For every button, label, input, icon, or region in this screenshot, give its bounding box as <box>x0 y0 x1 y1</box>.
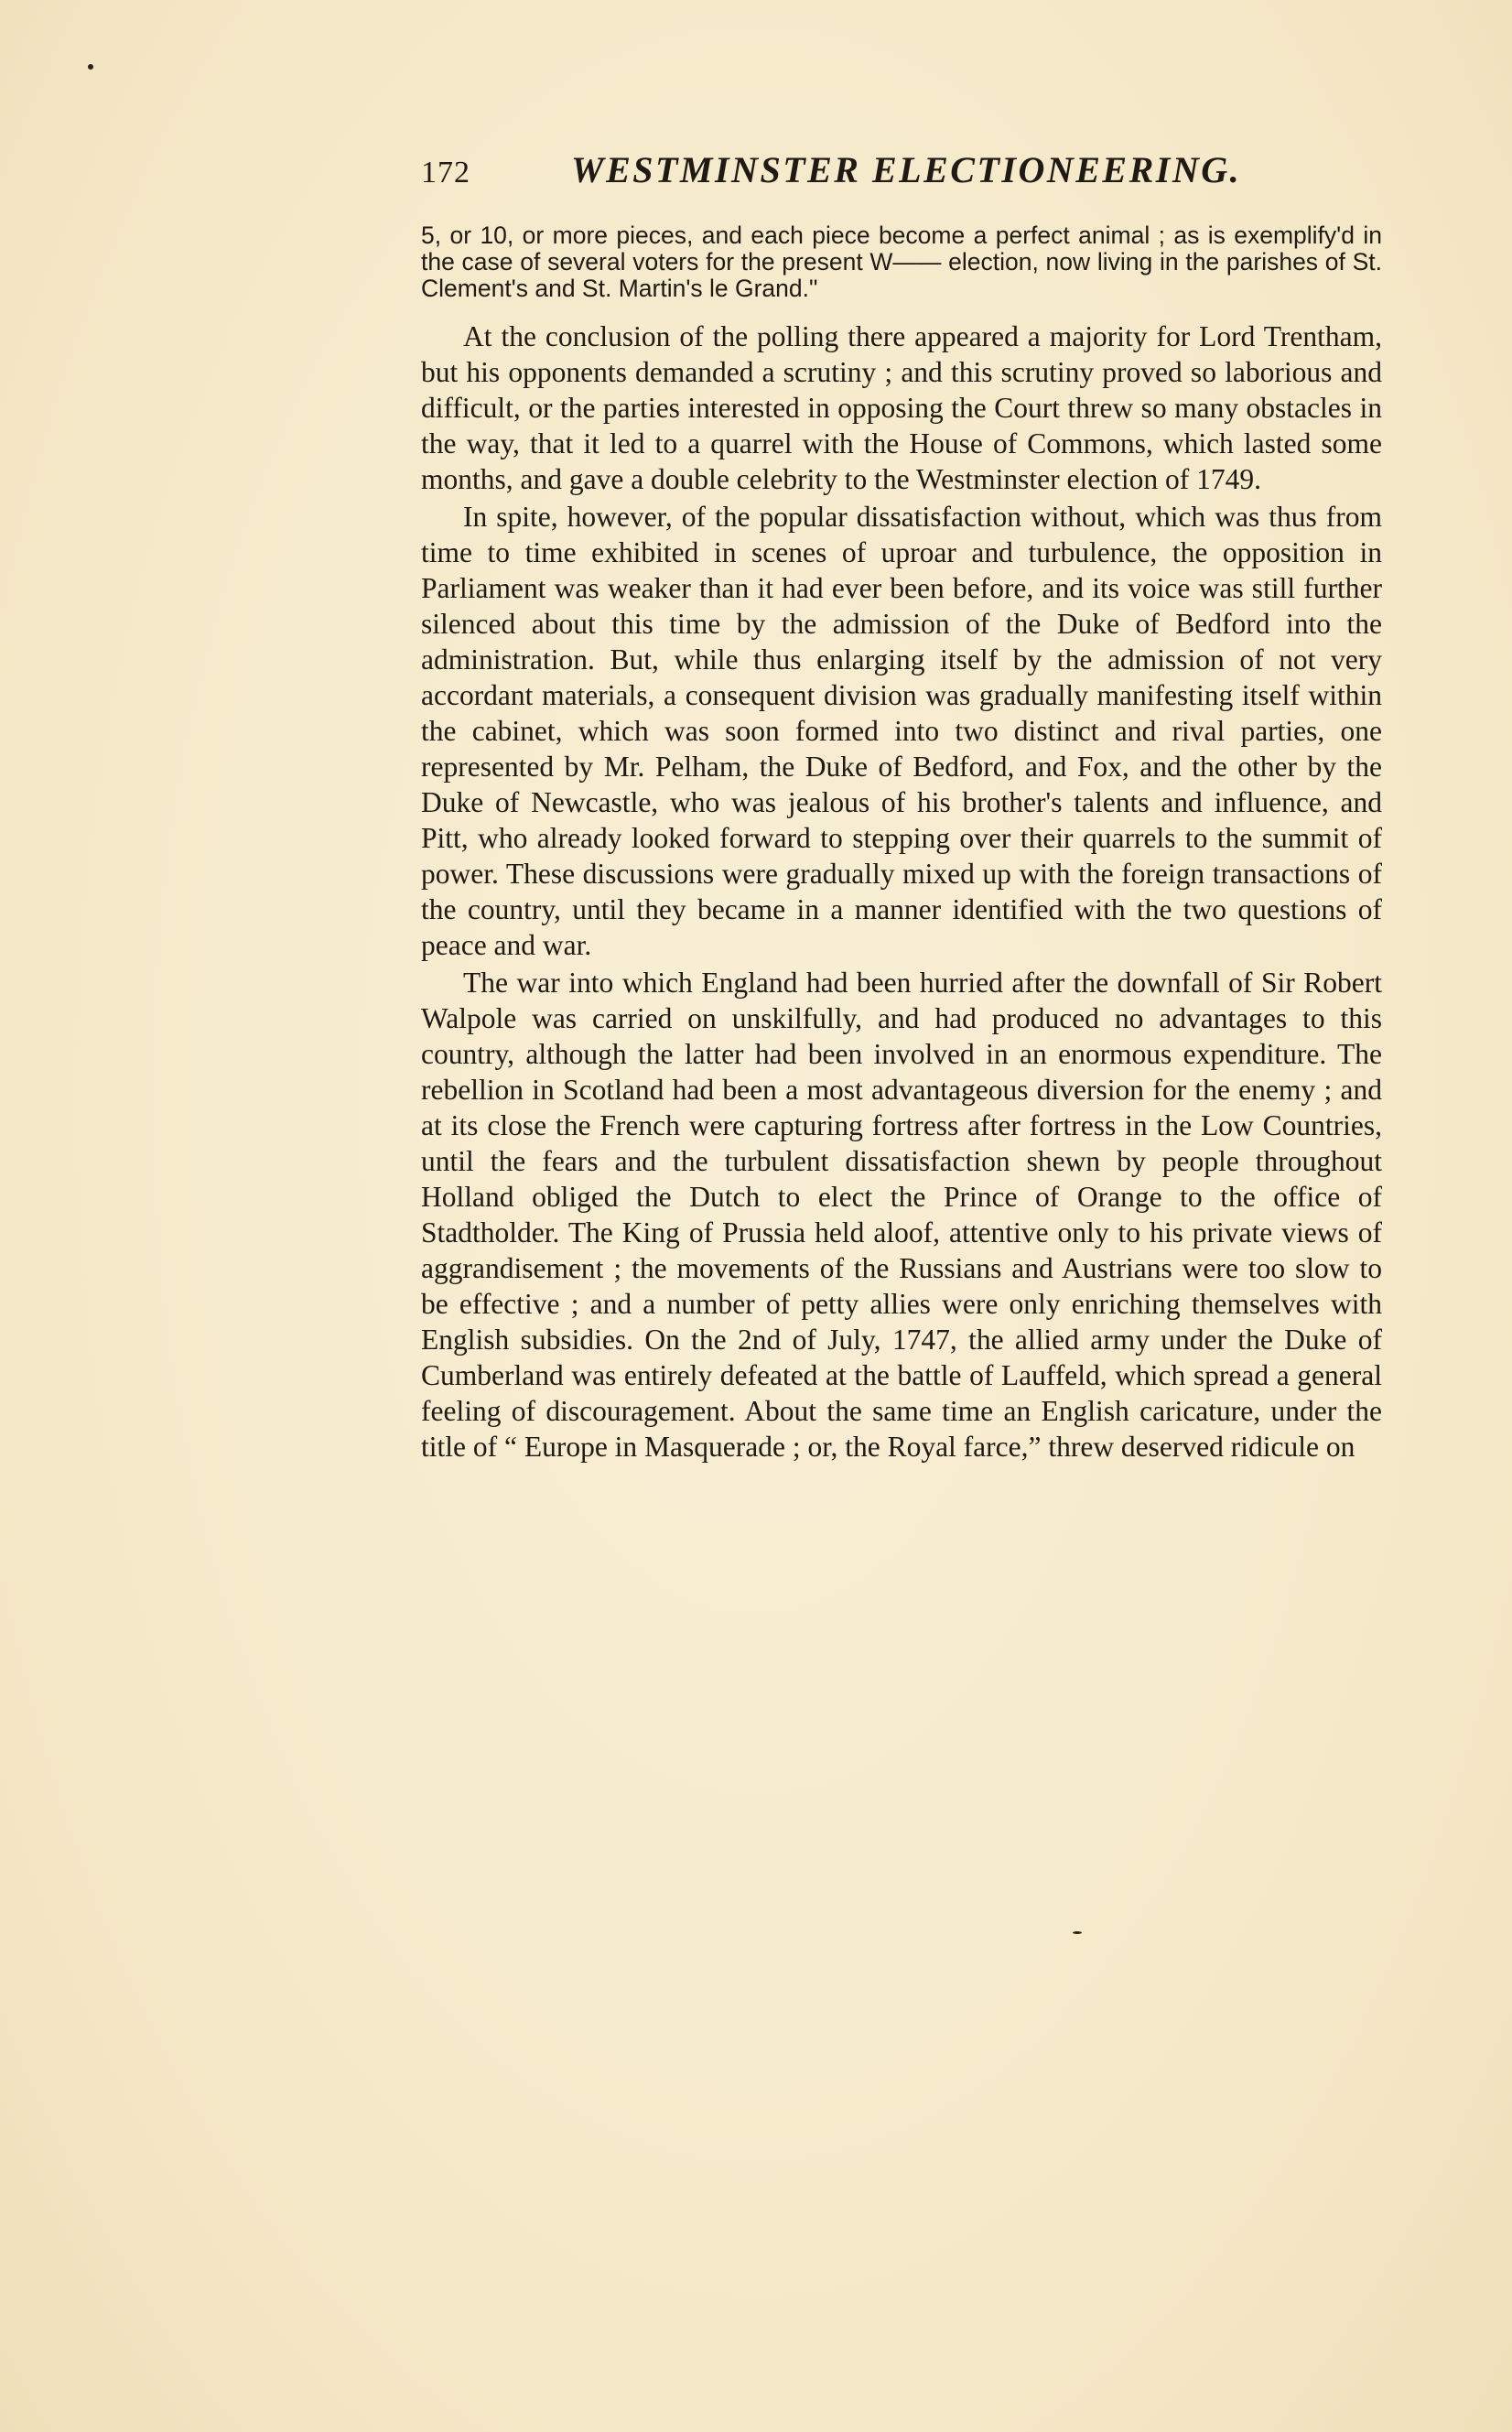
running-head: WESTMINSTER ELECTIONEERING. <box>571 149 1242 190</box>
quoted-passage <box>421 222 1382 302</box>
ink-speck <box>1073 1931 1082 1934</box>
page-header <box>421 148 1391 203</box>
paragraph: In spite, however, of the popular dissatisfaction without, which was thus from time to time exhibited in scenes of uproar and turbulence, the opposition in Parliament was weaker than it had ever been before, and its voice was still further silenced about this time by the admission of the Duke of Bedford into the administration. But, while thus enlarging itself by the admission of not very accordant materials, a consequent division was gradually manifesting itself within the cabinet, which was soon formed into two distinct and rival parties, one represented by Mr. Pelham, the Duke of Bedford, and Fox, and the other by the Duke of Newcastle, who was jealous of his brother's talents and influence, and Pitt, who already looked forward to stepping over their quarrels to the summit of power. These discussions were gradually mixed up with the foreign transactions of the country, until they became in a manner identified with the two questions of peace and war. <box>421 501 1382 961</box>
paragraph: At the conclusion of the polling there appeared a majority for Lord Trentham, but his opponents demanded a scrutiny ; and this scrutiny proved so laborious and difficult, or the parties interested in opposing the Court threw so many obstacles in the way, that it led to a quarrel with the House of Commons, which lasted some months, and gave a double celebrity to the Westminster election of 1749. <box>421 320 1382 495</box>
paragraph: The war into which England had been hurried after the downfall of Sir Robert Walpole was carried on unskilfully, and had produced no advantages to this country, although the latter had been involved in an enormous expenditure. The rebellion in Scotland had been a most advantageous diversion for the enemy ; and at its close the French were capturing fortress after fortress in the Low Countries, until the fears and the turbulent dissatisfaction shewn by people throughout Holland obliged the Dutch to elect the Prince of Orange to the office of Stadtholder. The King of Prussia held aloof, attentive only to his private views of aggrandisement ; the movements of the Russians and Austrians were too slow to be effective ; and a number of petty allies were only enriching themselves with English subsidies. On the 2nd of July, 1747, the allied army under the Duke of Cumberland was entirely defeated at the battle of Lauffeld, which spread a general feeling of discouragement. About the same time an English caricature, under the title of “ Europe in Masquerade ; or, the Royal farce,” threw deserved ridicule on <box>421 967 1382 1463</box>
body-text <box>421 319 1382 1465</box>
page-number: 172 <box>421 156 470 189</box>
ink-speck <box>88 64 93 70</box>
quote-text: 5, or 10, or more pieces, and each piece become a perfect animal ; as is exemplify'd in the case of several voters for the present W—— election, now living in the parishes of St. Clement's and St. Martin's le Grand." <box>421 222 1382 302</box>
